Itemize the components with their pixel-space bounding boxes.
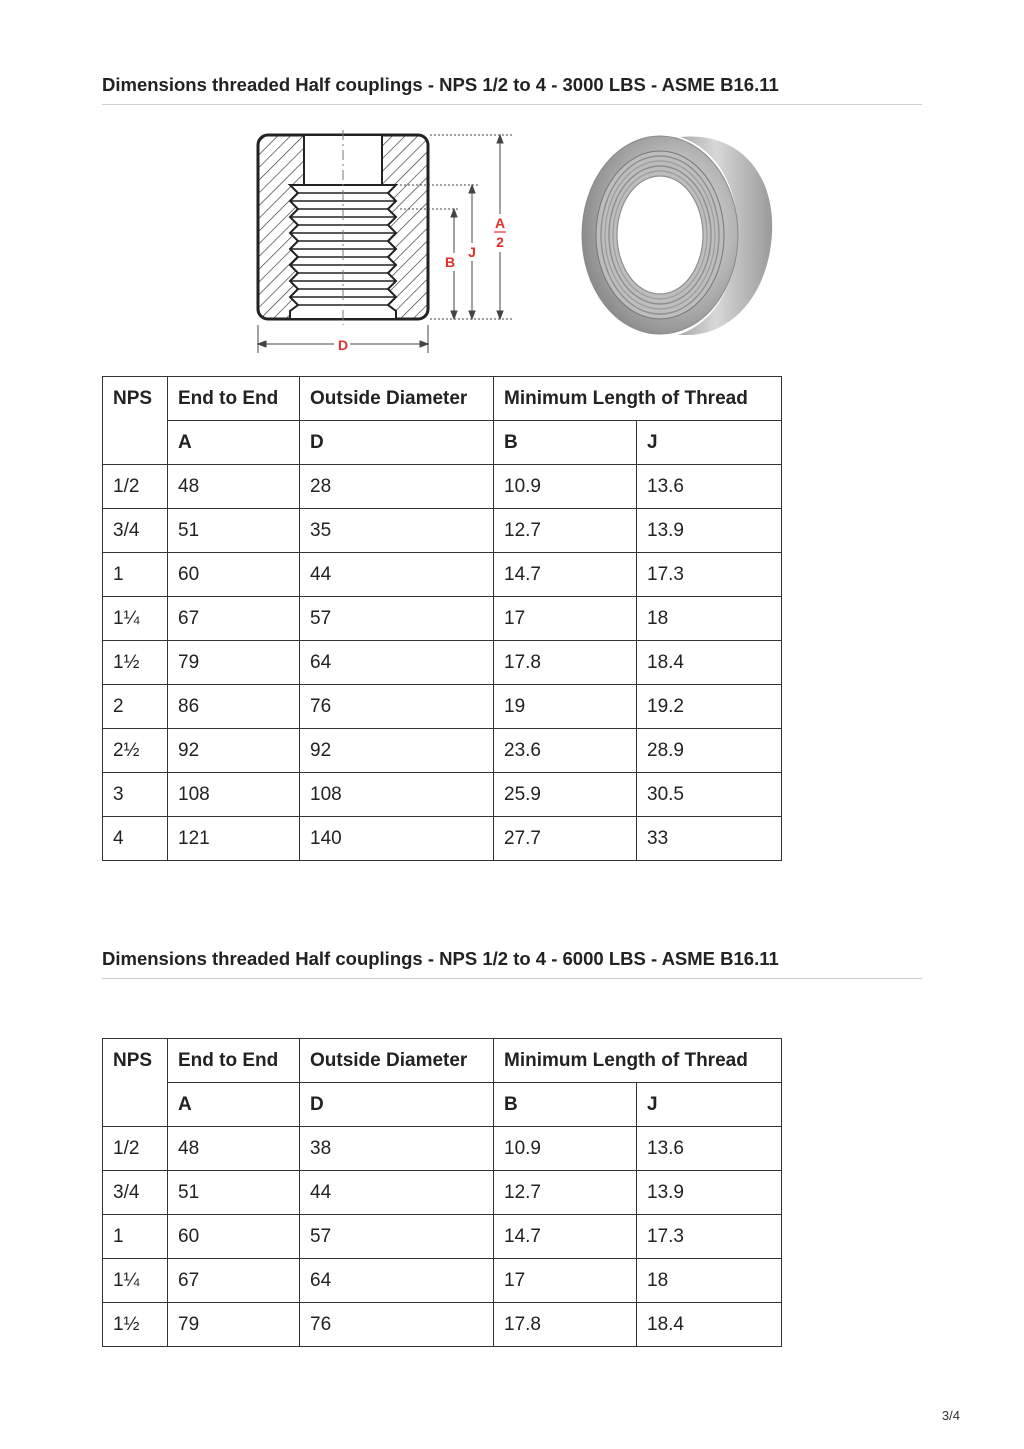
coupling-drawing [250,125,790,360]
cell-a: 121 [168,817,300,861]
col-end-to-end: End to End [168,377,300,421]
label-j: J [468,244,476,260]
cell-b: 17 [494,1259,637,1303]
col-a: A [168,421,300,465]
cell-j: 33 [637,817,782,861]
cell-b: 10.9 [494,1127,637,1171]
cell-b: 17.8 [494,1303,637,1347]
cell-d: 38 [300,1127,494,1171]
label-2: 2 [496,234,504,250]
col-j: J [637,421,782,465]
cell-d: 108 [300,773,494,817]
table-row [103,685,782,729]
cell-a: 51 [168,509,300,553]
label-b: B [444,254,456,270]
cell-a: 67 [168,1259,300,1303]
dimensions-table-6000lbs [102,1038,782,1347]
cell-a: 108 [168,773,300,817]
cell-a: 60 [168,553,300,597]
cell-j: 13.6 [637,465,782,509]
cell-b: 10.9 [494,465,637,509]
cell-a: 48 [168,465,300,509]
cell-d: 92 [300,729,494,773]
cell-j: 18.4 [637,641,782,685]
cell-j: 28.9 [637,729,782,773]
col-b: B [494,421,637,465]
cell-nps: 3/4 [103,509,168,553]
cell-d: 28 [300,465,494,509]
col-outside-diameter: Outside Diameter [300,377,494,421]
section2-title: Dimensions threaded Half couplings - NPS 1/2 to 4 - 6000 LBS - ASME B16.11 [102,948,922,979]
col-b: B [494,1083,637,1127]
cell-a: 92 [168,729,300,773]
table-row [103,1171,782,1215]
table-header-row [103,377,782,421]
cell-j: 13.9 [637,1171,782,1215]
cell-nps: 3/4 [103,1171,168,1215]
cell-a: 86 [168,685,300,729]
cell-d: 76 [300,1303,494,1347]
cell-a: 79 [168,1303,300,1347]
cell-nps: 1/2 [103,465,168,509]
table-subheader-row [103,1083,782,1127]
cell-d: 64 [300,641,494,685]
label-d: D [337,337,349,353]
table-row [103,1303,782,1347]
cell-nps: 3 [103,773,168,817]
cell-a: 60 [168,1215,300,1259]
col-nps: NPS [103,1039,168,1127]
table-row [103,553,782,597]
coupling-photo [582,136,772,335]
table-row [103,729,782,773]
table-row [103,465,782,509]
table-row [103,597,782,641]
cell-j: 18 [637,1259,782,1303]
cell-j: 30.5 [637,773,782,817]
coupling-figure [250,125,790,360]
cell-a: 51 [168,1171,300,1215]
table-header-row [103,1039,782,1083]
cell-j: 17.3 [637,553,782,597]
cell-d: 35 [300,509,494,553]
col-a: A [168,1083,300,1127]
cell-b: 17.8 [494,641,637,685]
cell-b: 25.9 [494,773,637,817]
col-min-thread: Minimum Length of Thread [494,1039,782,1083]
cell-d: 76 [300,685,494,729]
cell-b: 27.7 [494,817,637,861]
col-min-thread: Minimum Length of Thread [494,377,782,421]
cell-nps: 4 [103,817,168,861]
table-row [103,773,782,817]
cell-j: 18 [637,597,782,641]
cell-b: 23.6 [494,729,637,773]
col-d: D [300,421,494,465]
cell-b: 14.7 [494,553,637,597]
dimensions-table-3000lbs [102,376,782,861]
table-row [103,1215,782,1259]
cell-d: 57 [300,597,494,641]
cell-nps: 1/2 [103,1127,168,1171]
cell-b: 12.7 [494,509,637,553]
table-row [103,1127,782,1171]
cell-nps: 2½ [103,729,168,773]
col-d: D [300,1083,494,1127]
cell-nps: 2 [103,685,168,729]
table-row [103,1259,782,1303]
cell-b: 19 [494,685,637,729]
cell-nps: 1¼ [103,1259,168,1303]
cell-j: 13.6 [637,1127,782,1171]
page-number: 3/4 [941,1408,960,1423]
label-a: A [494,215,506,231]
col-nps: NPS [103,377,168,465]
cell-d: 44 [300,553,494,597]
cell-a: 67 [168,597,300,641]
table-row [103,817,782,861]
cell-d: 44 [300,1171,494,1215]
cell-a: 79 [168,641,300,685]
cell-b: 12.7 [494,1171,637,1215]
cell-nps: 1½ [103,1303,168,1347]
cell-d: 140 [300,817,494,861]
col-end-to-end: End to End [168,1039,300,1083]
cell-nps: 1¼ [103,597,168,641]
col-j: J [637,1083,782,1127]
cell-j: 13.9 [637,509,782,553]
cell-j: 17.3 [637,1215,782,1259]
cell-d: 57 [300,1215,494,1259]
cell-j: 18.4 [637,1303,782,1347]
cell-nps: 1 [103,1215,168,1259]
col-outside-diameter: Outside Diameter [300,1039,494,1083]
table-subheader-row [103,421,782,465]
table-row [103,509,782,553]
cell-b: 17 [494,597,637,641]
cell-j: 19.2 [637,685,782,729]
cell-a: 48 [168,1127,300,1171]
table-row [103,641,782,685]
cell-b: 14.7 [494,1215,637,1259]
cell-d: 64 [300,1259,494,1303]
cell-nps: 1½ [103,641,168,685]
cell-nps: 1 [103,553,168,597]
cross-section [258,130,428,325]
section1-title: Dimensions threaded Half couplings - NPS 1/2 to 4 - 3000 LBS - ASME B16.11 [102,74,922,105]
